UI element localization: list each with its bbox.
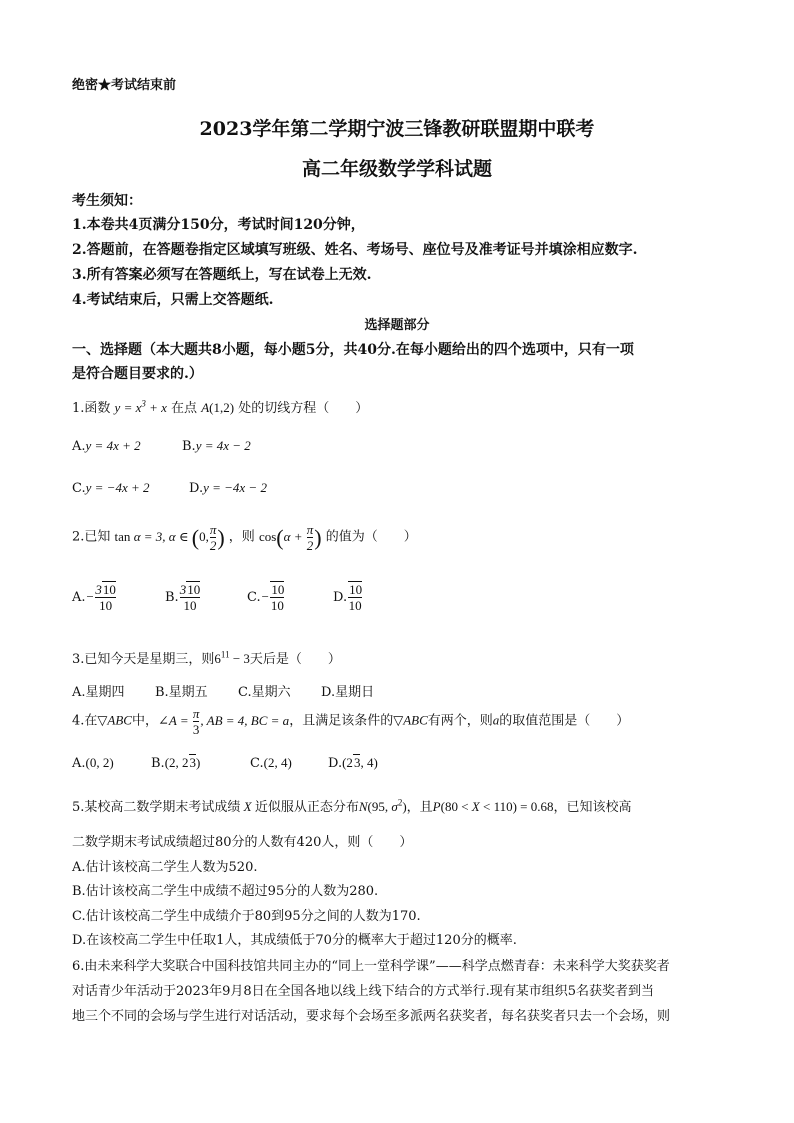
q3-expression: $6^{11} - 3$ <box>214 649 250 666</box>
q2-target-formula: cos(α + $\frac{\pi}{2}$ ) <box>258 522 322 553</box>
q1-mid: 在点 <box>171 401 198 416</box>
notice-item: 3.所有答案必须写在答题纸上，写在试卷上无效. <box>72 267 372 283</box>
q2-mid: ，则 <box>228 529 255 545</box>
q3-option-b: B.星期五 <box>155 685 208 700</box>
q3-prefix: 3.已知今天是星期三，则 <box>72 652 215 667</box>
q5-probability: P(80 < X < 110) = 0.68 <box>432 799 554 814</box>
q5-suffix: ，已知该校高 <box>553 800 632 815</box>
confidential-label: 绝密★考试结束前 <box>72 78 177 93</box>
q4-mid3: 有两个，则 <box>427 713 493 729</box>
q1-option-d: D.y = −4x − 2 <box>189 480 267 496</box>
notice-heading: 考生须知： <box>72 193 142 209</box>
notice-item: 1.本卷共4页满分150分，考试时间120分钟， <box>72 217 365 233</box>
q5-option-c: C.估计该校高二学生中成绩介于80到95分之间的人数为170. <box>72 909 421 924</box>
q1-option-a: A.y = 4x + 2 <box>72 438 141 454</box>
q2-suffix: 的值为（ ） <box>325 529 417 545</box>
q5-option-b: B.估计该校高二学生中成绩不超过95分的人数为280. <box>72 884 379 899</box>
q4-prefix: 4.在 <box>72 713 98 729</box>
q5-prefix: 5.某校高二数学期末考试成绩 <box>72 800 241 815</box>
q5-option-d: D.在该校高二学生中任取1人，其成绩低于70分的概率大于超过120分的概率. <box>72 933 517 948</box>
exam-title: 2023学年第二学期宁波三锋教研联盟期中联考 <box>199 118 595 140</box>
q1-point: A(1,2) <box>201 400 235 415</box>
question-3 <box>72 648 341 667</box>
q2-prefix: 2.已知 <box>72 529 111 545</box>
q4-var: a <box>492 712 500 728</box>
q3-suffix: 天后是（ ） <box>249 652 341 667</box>
question-5-cont: 二数学期末考试成绩超过80分的人数有420人，则（ ） <box>72 835 413 850</box>
question-6: 6.由未来科学大奖联合中国科技馆共同主办的“同上一堂科学课”——科学点燃青春：未来科学大奖获奖者 <box>72 959 670 974</box>
q2-option-c: C.− $\frac{10}{10}$ <box>247 582 285 613</box>
q4-triangle: ▽ABC <box>97 712 132 728</box>
q1-suffix: 处的切线方程（ ） <box>238 401 369 416</box>
question-6-cont: 对话青少年活动于2023年9月8日在全国各地以线上线下结合的方式举行.现有某市组织5名获奖者到当 <box>72 984 655 999</box>
q5-mid2: ，且 <box>406 800 433 815</box>
notice-item: 4.考试结束后，只需上交答题纸. <box>72 292 274 308</box>
q5-option-a: A.估计该校高二学生人数为520. <box>72 860 258 875</box>
question-2 <box>72 523 417 552</box>
q1-option-c: C.y = −4x + 2 <box>72 480 150 496</box>
question-4 <box>72 707 629 736</box>
q2-option-a: A.− $\frac{310}{10}$ <box>72 582 116 613</box>
q4-conditions: ∠A = $\frac{\pi}{3}$ , AB = 4, BC = a <box>157 706 290 737</box>
q5-mid1: 近似服从正态分布 <box>254 800 359 815</box>
q5-distribution: N(95, $\sigma^2$) <box>358 797 407 814</box>
q4-option-b: B.(2, 23) <box>151 755 201 771</box>
part-heading: 选择题部分 <box>364 318 430 333</box>
q1-prefix: 1.函数 <box>72 401 111 416</box>
question-6-cont: 地三个不同的会场与学生进行对话活动，要求每个会场至多派两名获奖者，每名获奖者只去一个会场，则 <box>72 1009 671 1024</box>
exam-subtitle: 高二年级数学学科试题 <box>301 158 492 180</box>
q4-option-a: A.(0, 2) <box>72 755 114 771</box>
q4-option-c: C.(2, 4) <box>250 755 292 771</box>
question-1 <box>72 397 368 416</box>
section-heading: 一、选择题（本大题共8小题，每小题5分，共40分.在每小题给出的四个选项中，只有一项 <box>72 342 634 358</box>
notice-item: 2.答题前，在答题卷指定区域填写班级、姓名、考场号、座位号及准考证号并填涂相应数字. <box>72 242 638 258</box>
q2-condition-formula: tan α = 3, α ∈ (0, $\frac{\pi}{2}$ ) <box>114 522 225 553</box>
q5-var: X <box>240 799 255 814</box>
q3-option-c: C.星期六 <box>238 685 291 700</box>
q1-function-formula: $y = x^3 + x$ <box>114 398 167 415</box>
q2-option-d: D. $\frac{10}{10}$ <box>333 582 363 613</box>
section-heading-cont: 是符合题目要求的.） <box>72 366 203 382</box>
q3-option-a: A.星期四 <box>72 685 125 700</box>
q4-mid1: 中， <box>131 713 158 729</box>
q4-suffix: 的取值范围是（ ） <box>499 713 630 729</box>
q3-option-d: D.星期日 <box>321 685 375 700</box>
question-5 <box>72 796 632 815</box>
q2-option-b: B. $\frac{310}{10}$ <box>165 582 201 613</box>
q4-triangle-2: ▽ABC <box>393 712 428 728</box>
q4-mid2: ，且满足该条件的 <box>289 713 394 729</box>
q4-option-d: D.(23, 4) <box>328 755 378 771</box>
q1-option-b: B.y = 4x − 2 <box>182 438 251 454</box>
